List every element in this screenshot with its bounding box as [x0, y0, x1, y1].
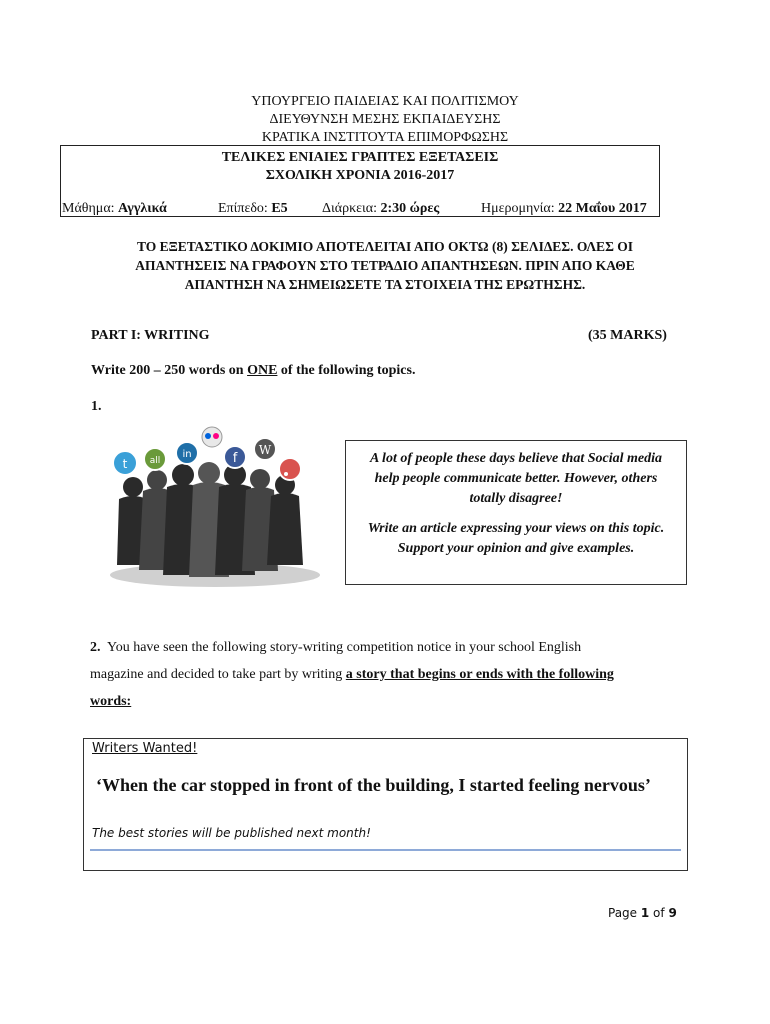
date-field: Ημερομηνία: 22 Μαΐου 2017: [481, 201, 647, 216]
linkedin-bubble-icon: [176, 442, 198, 464]
duration-value: 2:30 ώρες: [380, 201, 440, 216]
instructions-line-2: ΑΠΑΝΤΗΣΕΙΣ ΝΑ ΓΡΑΦΟΥΝ ΣΤΟ ΤΕΤΡΑΔΙΟ ΑΠΑΝΤΗΣΕΩΝ. ΠΡΙΝ ΑΠΟ ΚΑΘΕ: [135, 258, 635, 273]
duration-field: Διάρκεια: 2:30 ώρες: [322, 201, 440, 216]
part-title: PART I: WRITING: [91, 328, 210, 343]
topic-1-statement: A lot of people these days believe that Social media help people communicate better. However, others totally disagree!: [369, 451, 662, 506]
level-value: Ε5: [271, 201, 288, 216]
rss-bubble-icon: [279, 458, 301, 480]
date-value: 22 Μαΐου 2017: [558, 201, 647, 216]
notice-divider: [90, 849, 681, 851]
exam-title: ΤΕΛΙΚΕΣ ΕΝΙΑΙΕΣ ΓΡΑΠΤΕΣ ΕΞΕΤΑΣΕΙΣ: [221, 150, 499, 165]
topic-2-line-1: 2. You have seen the following story-writing competition notice in your school English: [90, 640, 582, 655]
directorate-line: ΔΙΕΥΘΥΝΣΗ ΜΕΣΗΣ ΕΚΠΑΙΔΕΥΣΗΣ: [269, 112, 501, 127]
topic-2-line-3: words:: [90, 694, 132, 709]
notice-heading: Writers Wanted!: [92, 741, 198, 756]
flickr-bubble-icon: [202, 427, 222, 447]
twitter-bubble-icon: [113, 451, 137, 475]
institutes-line: ΚΡΑΤΙΚΑ ΙΝΣΤΙΤΟΥΤΑ ΕΠΙΜΟΡΦΩΣΗΣ: [261, 130, 509, 145]
subject-value: Αγγλικά: [118, 201, 167, 216]
task-one: ONE: [247, 363, 278, 378]
svg-text:all: all: [149, 456, 161, 466]
notice-footer: The best stories will be published next month!: [92, 826, 371, 840]
task-instruction: Write 200 – 250 words on ONE of the following topics.: [91, 363, 416, 378]
instructions-line-1: ΤΟ ΕΞΕΤΑΣΤΙΚΟ ΔΟΚΙΜΙΟ ΑΠΟΤΕΛΕΙΤΑΙ ΑΠΟ ΟΚΤΩ (8) ΣΕΛΙΔΕΣ. ΟΛΕΣ ΟΙ: [136, 239, 634, 254]
subject-field: Μάθημα: Αγγλικά: [62, 201, 167, 216]
svg-text:t: t: [122, 457, 128, 471]
social-media-illustration: [95, 425, 330, 590]
part-marks: (35 MARKS): [588, 328, 667, 343]
facebook-bubble-icon: [224, 446, 246, 468]
topic-1-box: [345, 440, 687, 585]
notice-quote: ‘When the car stopped in front of the building, I started feeling nervous’: [96, 775, 651, 795]
ministry-line: ΥΠΟΥΡΓΕΙΟ ΠΑΙΔΕΙΑΣ ΚΑΙ ΠΟΛΙΤΙΣΜΟΥ: [251, 94, 519, 109]
topic-2-line-2: magazine and decided to take part by writing a story that begins or ends with the following: [90, 667, 614, 682]
writers-wanted-notice: [83, 738, 688, 871]
school-year: ΣΧΟΛΙΚΗ ΧΡΟΝΙΑ 2016-2017: [265, 168, 455, 183]
svg-text:in: in: [182, 449, 192, 460]
page-number: Page 1 of 9: [608, 906, 677, 920]
svg-text:W: W: [258, 443, 272, 457]
level-field: Επίπεδο: Ε5: [218, 201, 288, 216]
instructions-line-3: ΑΠΑΝΤΗΣΗ ΝΑ ΣΗΜΕΙΩΣΕΤΕ ΤΑ ΣΤΟΙΧΕΙΑ ΤΗΣ ΕΡΩΤΗΣΗΣ.: [184, 277, 586, 292]
wordpress-bubble-icon: [254, 438, 276, 460]
chat-bubble-icon: [144, 448, 166, 470]
topic-1-number: 1.: [91, 399, 102, 414]
topic-1-task: Write an article expressing your views on this topic. Support your opinion and give examples.: [367, 521, 665, 556]
svg-text:f: f: [232, 451, 238, 466]
topic-2-number: 2.: [90, 640, 101, 655]
